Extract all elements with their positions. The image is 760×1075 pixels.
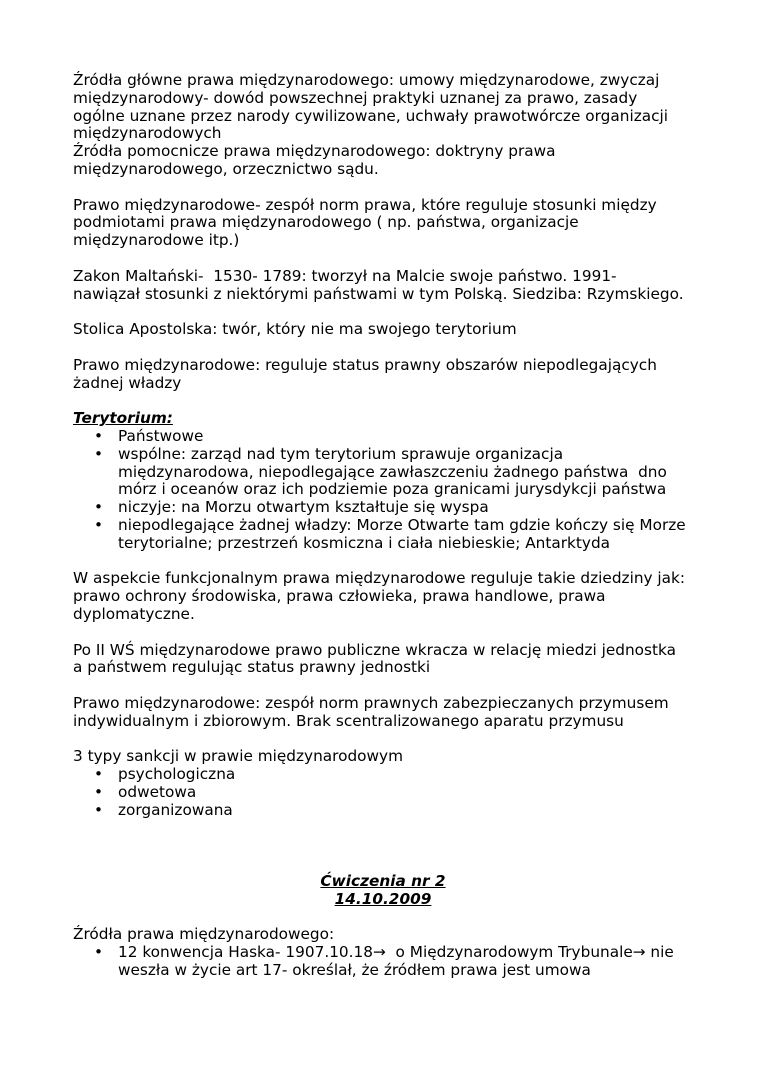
exercise-title: Ćwiczenia nr 2 xyxy=(320,871,446,890)
exercise-date: 14.10.2009 xyxy=(334,889,432,908)
list-item: • 12 konwencja Haska- 1907.10.18→ o Międzynarodowym Trybunale→ nie weszła w życie art 17- określał, że źródłem prawa jest umowa xyxy=(94,943,674,979)
paragraph-post-war: Po II WŚ międzynarodowe prawo publiczne wkracza w relację miedzi jednostka a państwem regulując status prawny jednostki xyxy=(73,640,676,677)
sanctions-list xyxy=(73,766,693,819)
territory-heading: Terytorium: xyxy=(73,409,173,428)
territory-list xyxy=(73,428,693,553)
paragraph-status: Prawo międzynarodowe: reguluje status prawny obszarów niepodlegających żadnej władzy xyxy=(73,355,657,392)
paragraph-definition: Prawo międzynarodowe- zespół norm prawa, które reguluje stosunki między podmiotami prawa międzynarodowego ( np. państwa, organizacje międzynarodowe itp.) xyxy=(73,195,657,250)
list-item: • Państwowe xyxy=(94,426,204,445)
list-item: • niczyje: na Morzu otwartym kształtuje się wyspa xyxy=(94,498,489,517)
paragraph-main-sources: Źródła główne prawa międzynarodowego: umowy międzynarodowe, zwyczaj międzynarodowy- dowód powszechnej praktyki uznanej za prawo, zasady ogólne uznane przez narody cywilizowane, uchwały prawotwórcze organizacji międzynarodowych xyxy=(73,71,669,143)
paragraph-sources-intro: Źródła prawa międzynarodowego: xyxy=(73,925,335,944)
bullet-icon: • xyxy=(94,800,104,819)
paragraph-holy-see: Stolica Apostolska: twór, który nie ma swojego terytorium xyxy=(73,320,517,339)
bullet-icon: • xyxy=(94,515,104,534)
list-item: • odwetowa xyxy=(94,782,197,801)
paragraph-auxiliary-sources: Źródła pomocnicze prawa międzynarodowego: doktryny prawa międzynarodowego, orzecznictwo sądu. xyxy=(73,142,556,178)
bullet-icon: • xyxy=(94,943,104,962)
bullet-icon: • xyxy=(94,782,104,801)
paragraph-order-of-malta: Zakon Maltański- 1530- 1789: tworzył na Malcie swoje państwo. 1991- nawiązał stosunki z niektórymi państwami w tym Polską. Siedziba: Rzymskiego. xyxy=(73,266,684,303)
bullet-icon: • xyxy=(94,498,104,517)
list-item: • niepodlegające żadnej władzy: Morze Otwarte tam gdzie kończy się Morze terytorialne; przestrzeń kosmiczna i ciała niebieskie; Antarktyda xyxy=(94,515,686,552)
bullet-icon: • xyxy=(94,426,104,445)
paragraph-functional-aspect: W aspekcie funkcjonalnym prawa międzynarodowe reguluje takie dziedziny jak: prawo ochrony środowiska, prawa człowieka, prawa handlowe, prawa dyplomatyczne. xyxy=(73,569,686,623)
bullet-icon: • xyxy=(94,765,104,784)
list-item: • zorganizowana xyxy=(94,800,233,819)
list-item: • psychologiczna xyxy=(94,765,236,784)
paragraph-sanctions-intro: 3 typy sankcji w prawie międzynarodowym xyxy=(73,747,403,766)
document-page xyxy=(73,72,693,980)
sources-list xyxy=(73,944,693,980)
bullet-icon: • xyxy=(94,444,104,463)
paragraph-coercion: Prawo międzynarodowe: zespół norm prawnych zabezpieczanych przymusem indywidualnym i zbiorowym. Brak scentralizowanego aparatu przymusu xyxy=(73,693,669,730)
list-item: • wspólne: zarząd nad tym terytorium sprawuje organizacja międzynarodowa, niepodlegające zawłaszczeniu żadnego państwa dno mórz i oceanów oraz ich podziemie poza granicami jurysdykcji państwa xyxy=(94,444,667,499)
